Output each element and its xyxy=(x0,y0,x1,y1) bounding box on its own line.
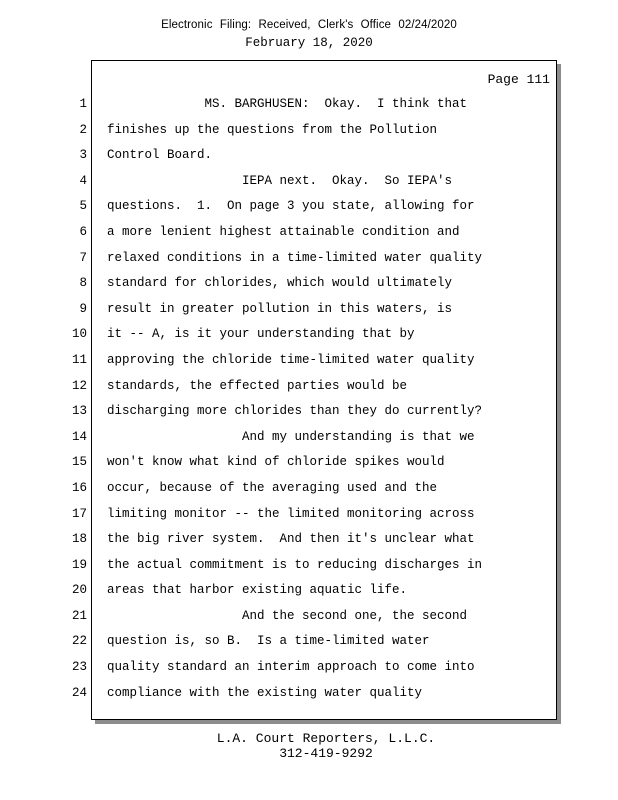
line-number: 4 xyxy=(79,173,87,188)
transcript-line: relaxed conditions in a time-limited water quality xyxy=(107,250,483,265)
line-number: 18 xyxy=(71,532,87,547)
transcript-line: won't know what kind of chloride spikes would xyxy=(107,455,445,470)
hearing-date: February 18, 2020 xyxy=(245,36,373,50)
line-number: 19 xyxy=(71,557,87,572)
transcript-line: the big river system. And then it's unclear what xyxy=(107,532,475,547)
line-number: 8 xyxy=(79,276,87,291)
court-reporter-name: L.A. Court Reporters, L.L.C. xyxy=(216,731,436,746)
line-number: 11 xyxy=(71,352,87,367)
transcript-line: standard for chlorides, which would ultimately xyxy=(107,276,453,291)
transcript-line: occur, because of the averaging used and the xyxy=(107,480,438,495)
line-number: 10 xyxy=(71,327,87,342)
page-number: Page 111 xyxy=(487,72,550,87)
transcript-line: IEPA next. Okay. So IEPA's xyxy=(107,173,453,188)
line-number: 13 xyxy=(71,404,87,419)
transcript-line: compliance with the existing water quality xyxy=(107,685,423,700)
line-number: 12 xyxy=(71,378,87,393)
transcript-line: a more lenient highest attainable condition and xyxy=(107,224,460,239)
transcript-line: question is, so B. Is a time-limited water xyxy=(107,634,430,649)
line-number: 23 xyxy=(71,660,87,675)
line-number: 16 xyxy=(71,480,87,495)
transcript-line: And the second one, the second xyxy=(107,608,468,623)
transcript-line: questions. 1. On page 3 you state, allowing for xyxy=(107,199,475,214)
line-number: 21 xyxy=(71,608,87,623)
line-number: 7 xyxy=(79,250,87,265)
transcript-line: limiting monitor -- the limited monitoring across xyxy=(107,506,475,521)
line-number: 6 xyxy=(79,224,87,239)
transcript-text xyxy=(107,92,547,706)
line-number: 14 xyxy=(71,429,87,444)
line-number: 1 xyxy=(79,97,87,111)
transcript-line: standards, the effected parties would be xyxy=(107,378,408,393)
transcript-line: result in greater pollution in this waters, is xyxy=(107,301,453,316)
line-number: 3 xyxy=(79,148,87,163)
transcript-line: the actual commitment is to reducing discharges in xyxy=(107,557,483,572)
transcript-line: approving the chloride time-limited water quality xyxy=(107,352,475,367)
transcript-line: MS. BARGHUSEN: Okay. I think that xyxy=(107,97,468,111)
transcript-line: it -- A, is it your understanding that by xyxy=(107,327,415,342)
electronic-filing-stamp: Electronic Filing: Received, Clerk's Office 02/24/2020 xyxy=(161,19,457,31)
transcript-line: Control Board. xyxy=(107,148,213,163)
line-number: 5 xyxy=(79,199,87,214)
line-number: 2 xyxy=(79,122,87,137)
line-number: 24 xyxy=(71,685,87,700)
transcript-line: finishes up the questions from the Pollution xyxy=(107,122,438,137)
transcript-line: areas that harbor existing aquatic life. xyxy=(107,583,408,598)
line-number: 22 xyxy=(71,634,87,649)
line-number-column xyxy=(52,92,87,706)
transcript-line: discharging more chlorides than they do currently? xyxy=(107,404,483,419)
line-number: 20 xyxy=(71,583,87,598)
line-number: 9 xyxy=(79,301,87,316)
transcript-line: quality standard an interim approach to come into xyxy=(107,660,475,675)
line-number: 17 xyxy=(71,506,87,521)
line-number: 15 xyxy=(71,455,87,470)
transcript-line: And my understanding is that we xyxy=(107,429,475,444)
court-reporter-phone: 312-419-9292 xyxy=(279,746,373,761)
